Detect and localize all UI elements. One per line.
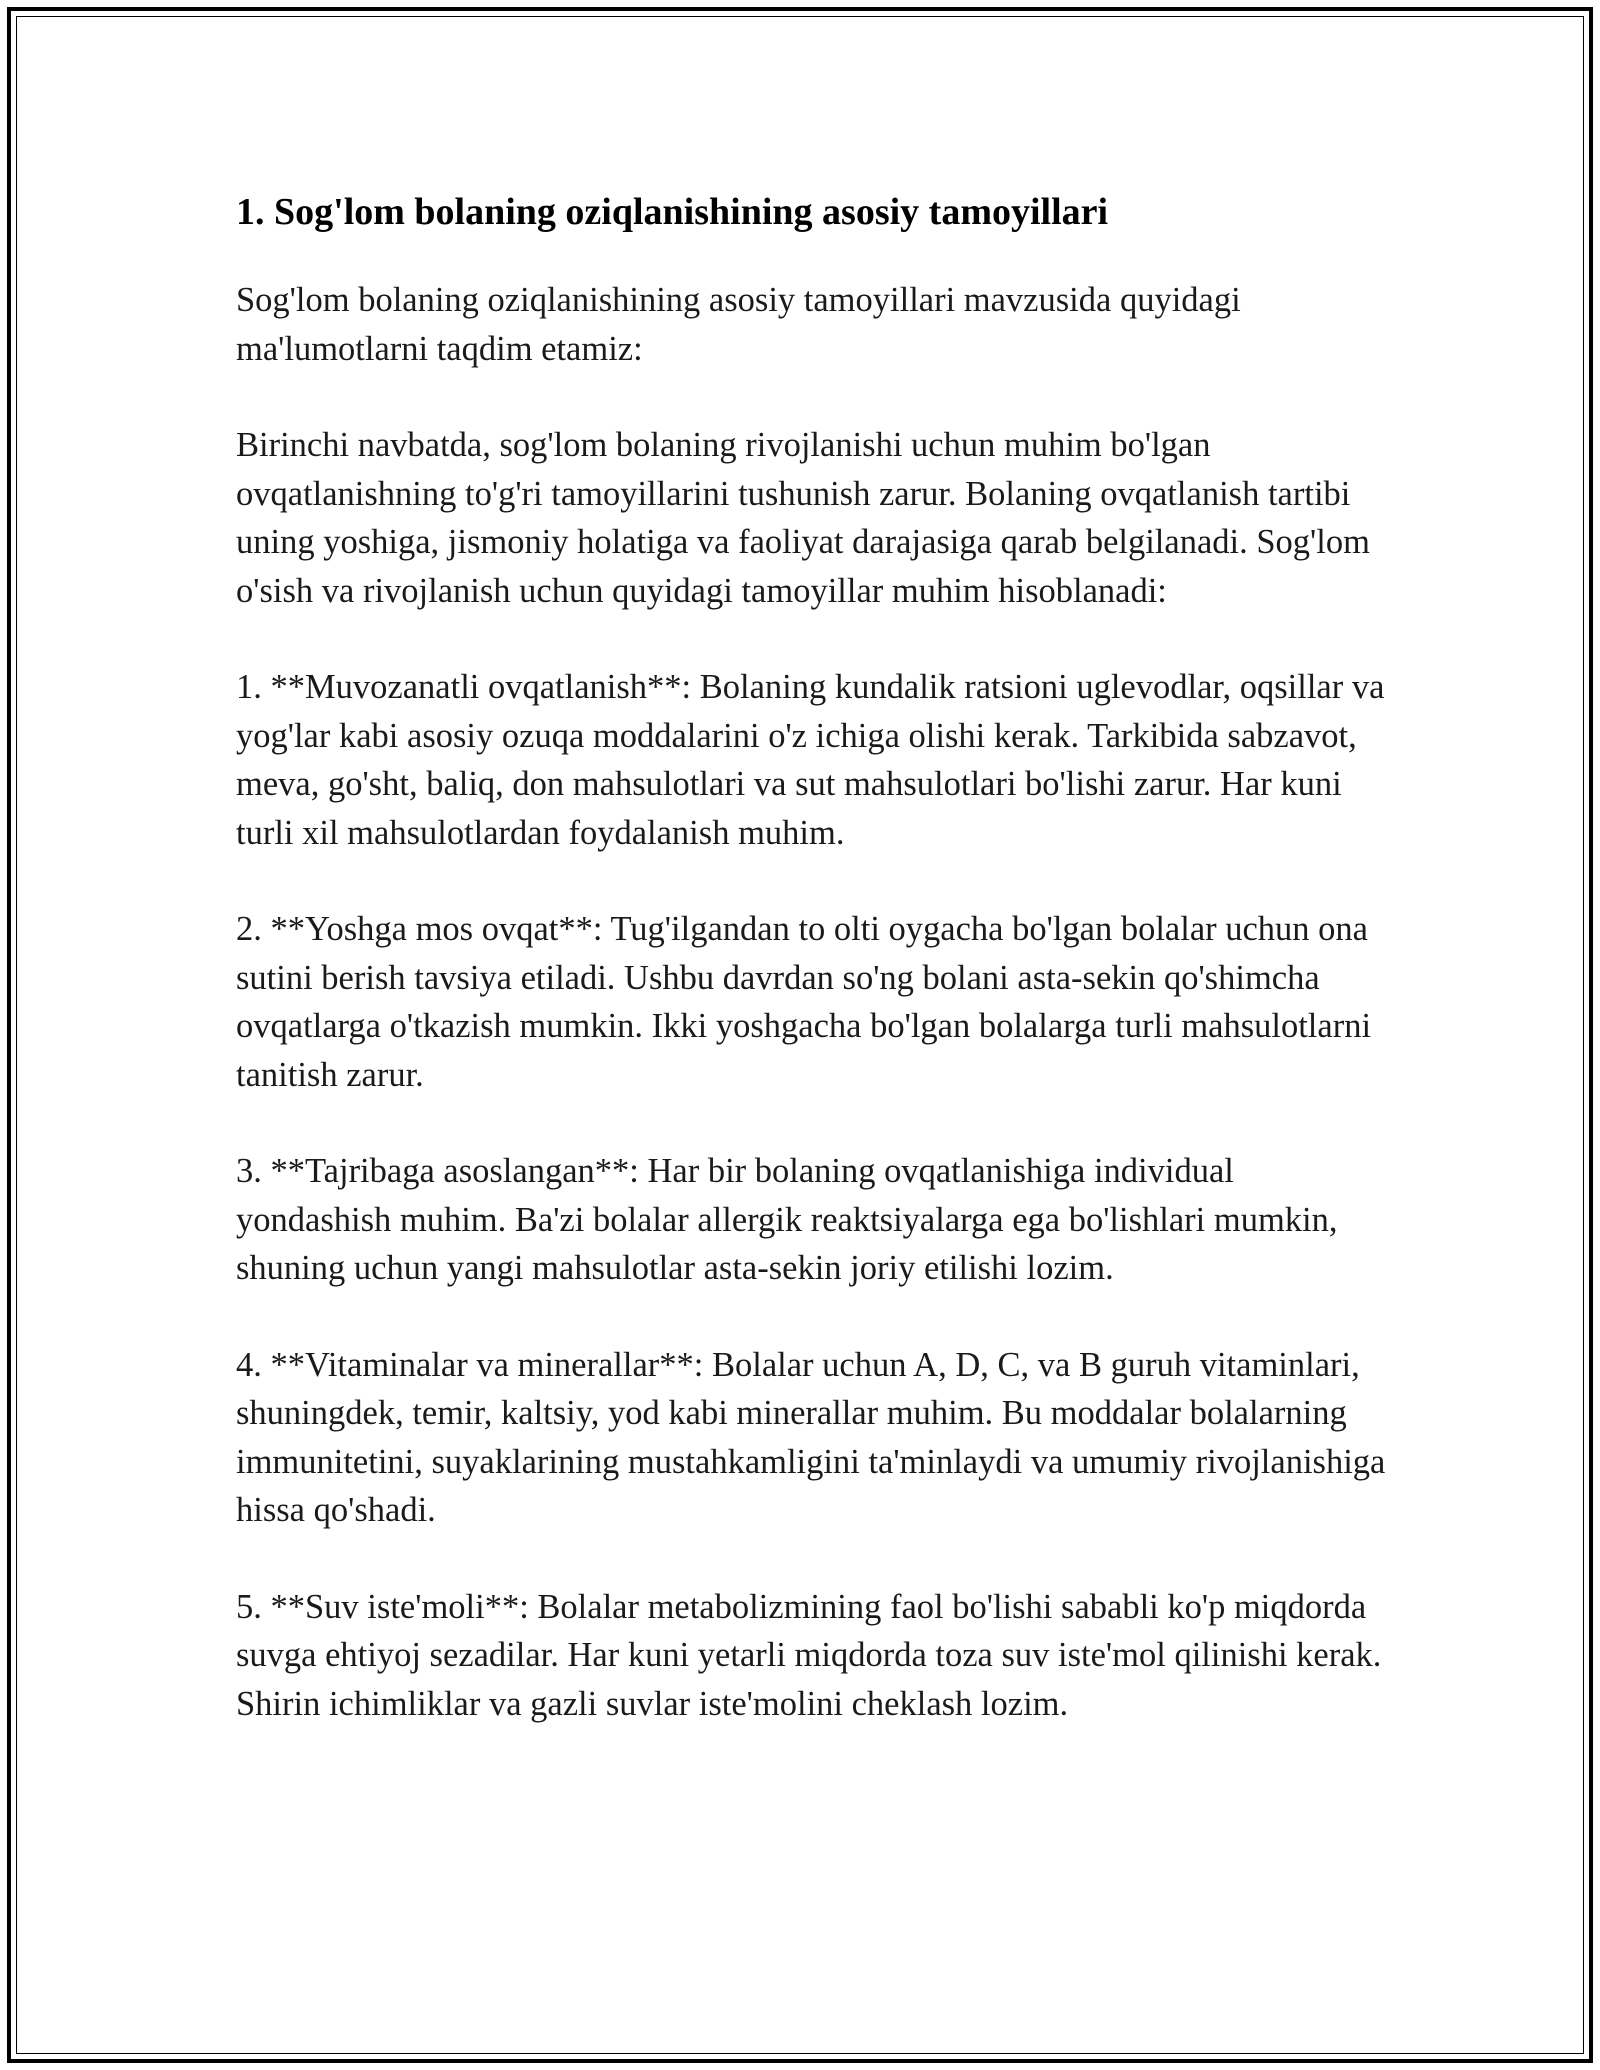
intro-paragraph: Sog'lom bolaning oziqlanishining asosiy tamoyillari mavzusida quyidagi ma'lumotlarni taqdim etamiz: [236,281,1241,368]
document-body [236,182,1386,1776]
principle-5-water-intake: 5. **Suv iste'moli**: Bolalar metabolizmining faol bo'lishi sababli ko'p miqdorda suvga ehtiyoj sezadilar. Har kuni yetarli miqdorda toza suv iste'mol qilinishi kerak. Shirin ichimliklar va gazli suvlar iste'molini cheklash lozim. [236,1587,1382,1723]
principle-3-experience-based: 3. **Tajribaga asoslangan**: Har bir bolaning ovqatlanishiga individual yondashish muhim. Ba'zi bolalar allergik reaktsiyalarga ega bo'lishlari mumkin, shuning uchun yangi mahsulotlar asta-sekin joriy etilishi lozim. [236,1152,1338,1287]
principle-4-vitamins-minerals: 4. **Vitaminalar va minerallar**: Bolalar uchun A, D, C, va B guruh vitaminlari, shuningdek, temir, kaltsiy, yod kabi minerallar muhim. Bu moddalar bolalarning immunitetini, suyaklarining mustahkamligini ta'minlaydi va umumiy rivojlanishiga hissa qo'shadi. [236,1345,1386,1529]
section-title: 1. Sog'lom bolaning oziqlanishining asosiy tamoyillari [236,191,1109,233]
principles-intro-paragraph: Birinchi navbatda, sog'lom bolaning rivojlanishi uchun muhim bo'lgan ovqatlanishning to'g'ri tamoyillarini tushunish zarur. Bolaning ovqatlanish tartibi uning yoshiga, jismoniy holatiga va faoliyat darajasiga qarab belgilanadi. Sog'lom o'sish va rivojlanish uchun quyidagi tamoyillar muhim hisoblanadi: [236,426,1370,610]
principle-1-balanced-nutrition: 1. **Muvozanatli ovqatlanish**: Bolaning kundalik ratsioni uglevodlar, oqsillar va yog'lar kabi asosiy ozuqa moddalarini o'z ichiga olishi kerak. Tarkibida sabzavot, meva, go'sht, baliq, don mahsulotlari va sut mahsulotlari bo'lishi zarur. Har kuni turli xil mahsulotlardan foydalanish muhim. [236,668,1385,852]
principle-2-age-appropriate-food: 2. **Yoshga mos ovqat**: Tug'ilgandan to olti oygacha bo'lgan bolalar uchun ona sutini berish tavsiya etiladi. Ushbu davrdan so'ng bolani asta-sekin qo'shimcha ovqatlarga o'tkazish mumkin. Ikki yoshgacha bo'lgan bolalarga turli mahsulotlarni tanitish zarur. [236,910,1372,1094]
